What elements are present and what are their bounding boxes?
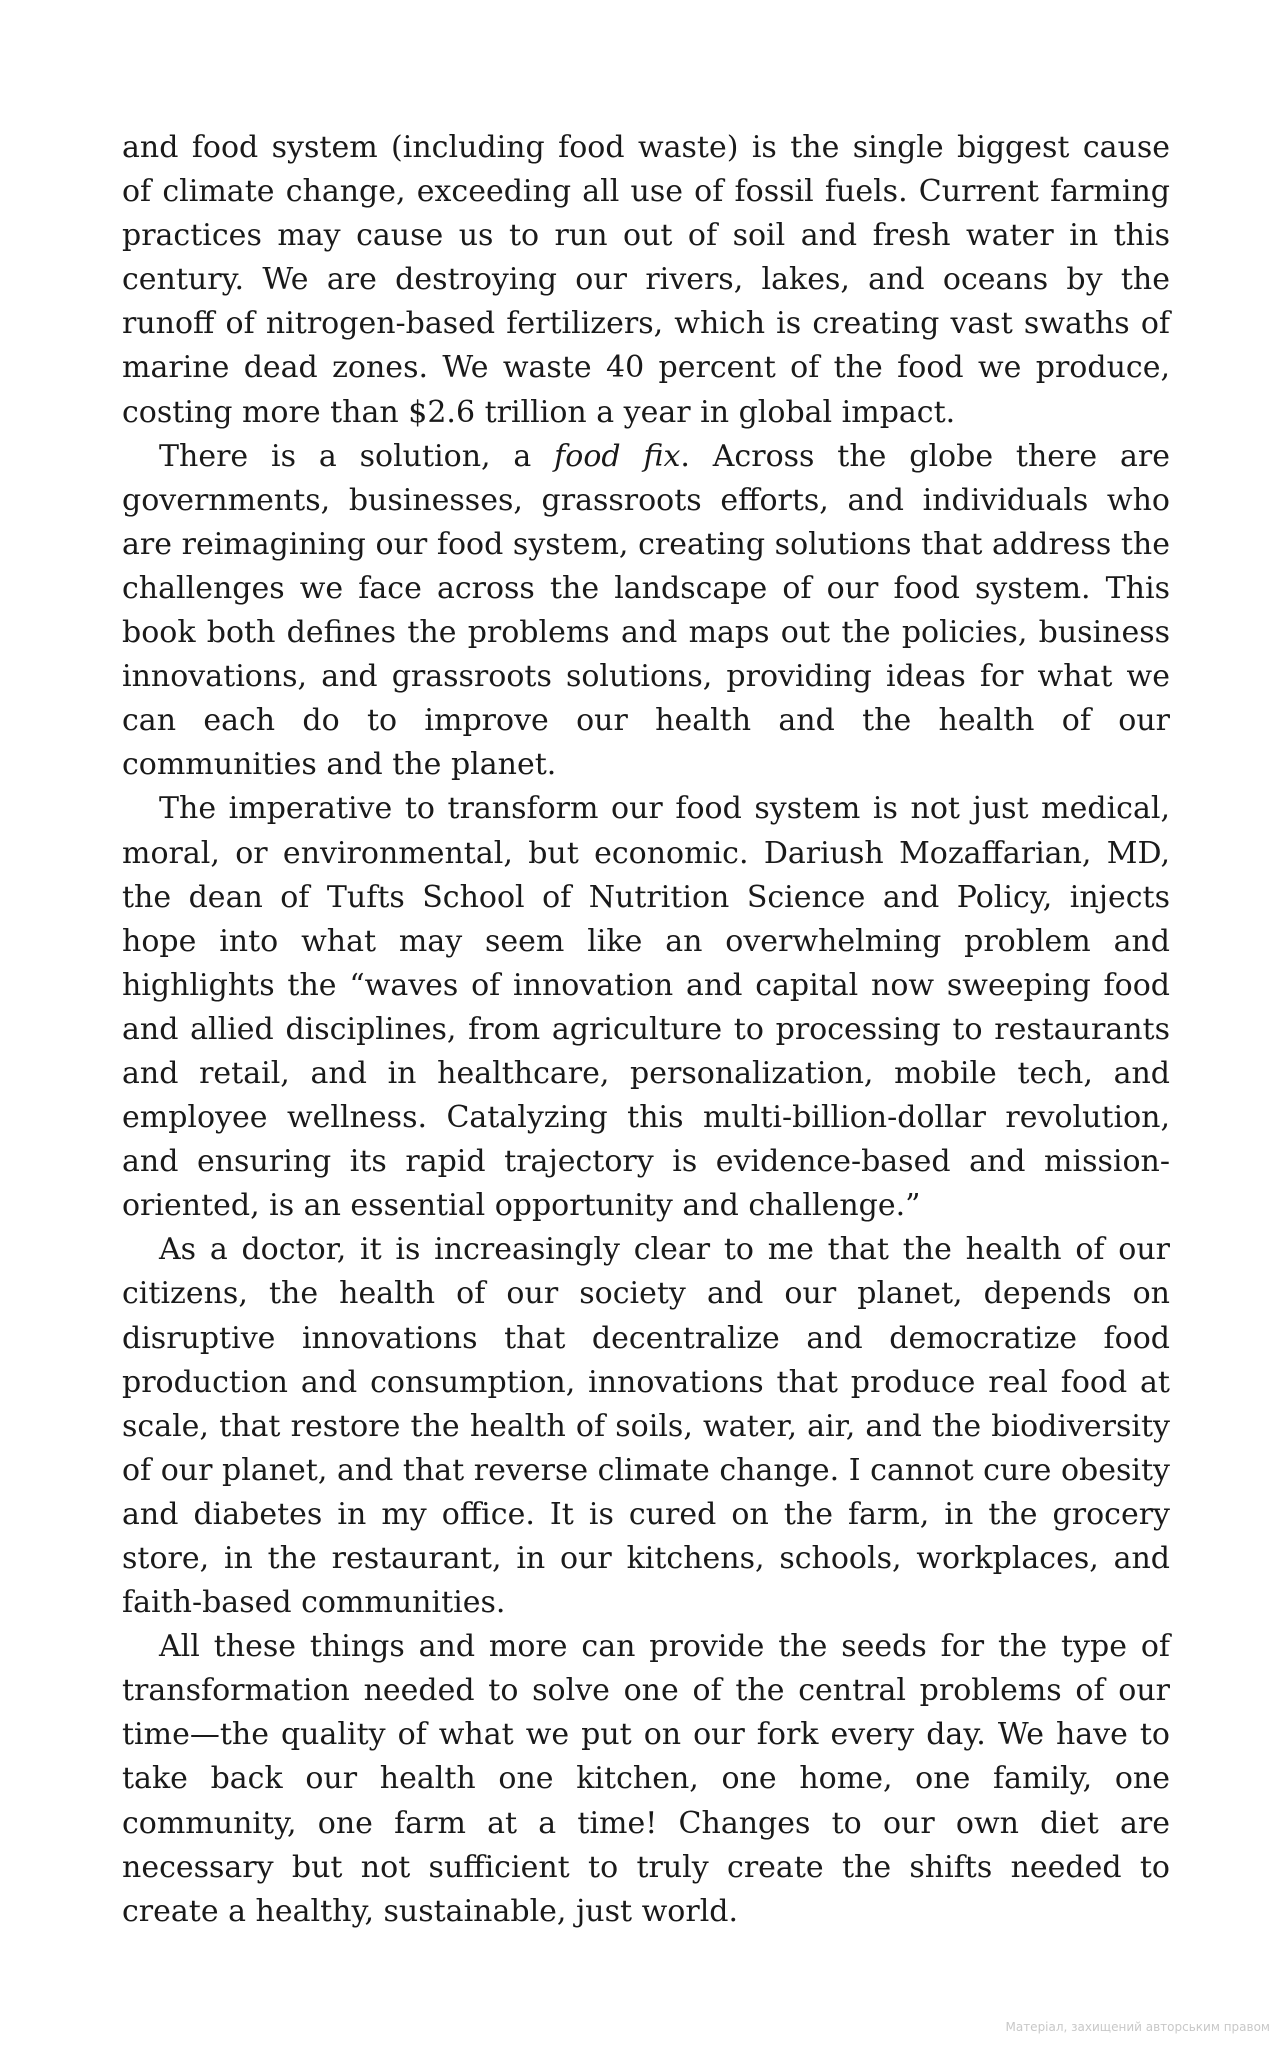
paragraph-3 — [122, 787, 1170, 1228]
page-body — [122, 126, 1170, 1934]
paragraph-3-text: The imperative to transform our food system is not just medical, moral, or environmental, but economic. Dariush Mozaffarian, MD, the dean of Tufts School of Nutrition Science and Policy, injects hope into what may seem like an overwhelming problem and highlights the “waves of innovation and capital now sweeping food and allied disciplines, from agriculture to processing to restaurants and retail, and in healthcare, personalization, mobile tech, and employee wellness. Catalyzing this multi-billion-dollar revolution, and ensuring its rapid trajectory is evidence-based and mission-oriented, is an essential opportunity and challenge.” — [122, 791, 1170, 1224]
paragraph-1-text: and food system (including food waste) is the single biggest cause of climate change, exceeding all use of fossil fuels. Current farming practices may cause us to run out of soil and fresh water in this century. We are destroying our rivers, lakes, and oceans by the runoff of nitrogen-based fertilizers, which is creating vast swaths of marine dead zones. We waste 40 percent of the food we produce, costing more than $2.6 trillion a year in global impact. — [122, 130, 1170, 430]
paragraph-2-emphasis: food fix — [554, 438, 681, 474]
paragraph-5 — [122, 1625, 1170, 1934]
paragraph-2-text-end: . Across the globe there are governments, businesses, grassroots efforts, and individuals who are reimagining our food system, creating solutions that address the challenges we face across the landscape of our food system. This book both defines the problems and maps out the policies, business innovations, and grassroots solutions, providing ideas for what we can each do to improve our health and the health of our communities and the planet. — [122, 438, 1170, 783]
paragraph-5-text: All these things and more can provide the seeds for the type of transformation needed to solve one of the central problems of our time—the quality of what we put on our fork every day. We have to take back our health one kitchen, one home, one family, one community, one farm at a time! Changes to our own diet are necessary but not sufficient to truly create the shifts needed to create a healthy, sustainable, just world. — [122, 1629, 1170, 1929]
paragraph-4 — [122, 1228, 1170, 1625]
paragraph-1 — [122, 126, 1170, 435]
paragraph-2-text-start: There is a solution, a — [159, 438, 555, 474]
paragraph-4-text: As a doctor, it is increasingly clear to me that the health of our citizens, the health of our society and our planet, depends on disruptive innovations that decentralize and democratize food production and consumption, innovations that produce real food at scale, that restore the health of soils, water, air, and the biodiversity of our planet, and that reverse climate change. I cannot cure obesity and diabetes in my office. It is cured on the farm, in the grocery store, in the restaurant, in our kitchens, schools, workplaces, and faith-based communities. — [122, 1232, 1170, 1621]
copyright-watermark: Матеріал, захищений авторським правом — [1005, 2020, 1270, 2034]
paragraph-2 — [122, 435, 1170, 788]
